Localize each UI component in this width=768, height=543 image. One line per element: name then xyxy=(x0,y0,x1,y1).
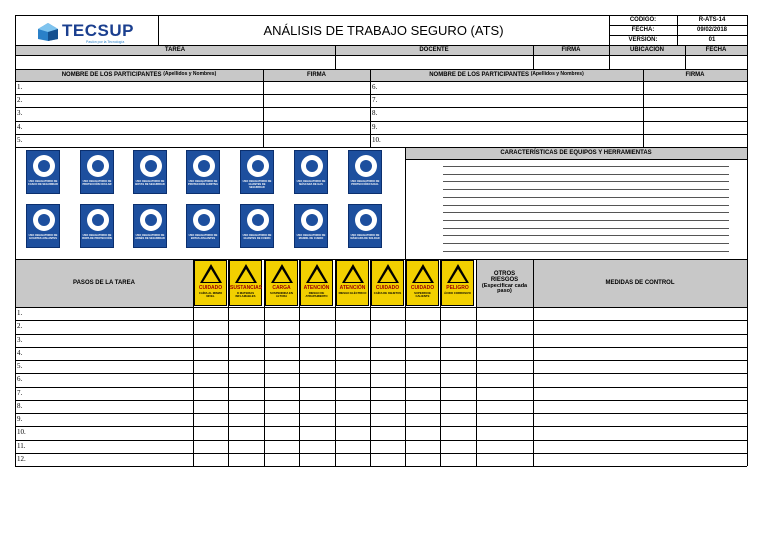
grid-line xyxy=(264,259,265,466)
grid-line xyxy=(677,15,678,45)
participant-number: 2. xyxy=(17,96,23,105)
task-step-number: 8. xyxy=(17,401,23,410)
task-step-number: 5. xyxy=(17,362,23,370)
grid-line xyxy=(15,440,747,441)
participant-number: 9. xyxy=(372,122,378,131)
table-row[interactable] xyxy=(15,426,747,439)
epp-pictogram-icon xyxy=(193,155,215,177)
hazard-warning-sign-icon xyxy=(265,260,298,306)
grid-line xyxy=(15,55,747,56)
grid-line xyxy=(15,15,747,16)
mandatory-epp-sign-icon xyxy=(348,150,382,194)
mandatory-epp-sign-icon xyxy=(133,204,167,248)
grid-line xyxy=(15,347,747,348)
grid-line xyxy=(15,334,747,335)
grid-line xyxy=(15,45,747,46)
grid-line xyxy=(405,159,747,160)
grid-line xyxy=(15,121,747,122)
hazard-subtitle: ÁCIDO CORROSIVO xyxy=(444,291,471,295)
table-row[interactable] xyxy=(15,347,747,360)
epp-pictogram-icon xyxy=(355,209,377,231)
epp-sign-caption: USO OBLIGATORIO DE MÁSCARA DE GAS xyxy=(296,180,326,186)
epp-sign-caption: USO OBLIGATORIO DE PROTECCIÓN OCULAR xyxy=(82,180,112,186)
task-step-number: 3. xyxy=(17,335,23,344)
grid-line xyxy=(299,259,300,466)
epp-sign-caption: USO OBLIGATORIO DE BOTAS AISLANTES xyxy=(188,234,218,240)
grid-line xyxy=(370,69,371,147)
meta-version-value: 01 xyxy=(708,36,716,43)
task-step-number: 7. xyxy=(17,388,23,397)
grid-line xyxy=(440,259,441,466)
epp-sign-caption: USO OBLIGATORIO DE CASCO DE SEGURIDAD xyxy=(28,180,58,186)
hazard-subtitle: SUSPENDIDA EN ALTURA xyxy=(270,291,293,299)
task-step-number: 1. xyxy=(17,309,23,317)
epp-pictogram-icon xyxy=(247,155,269,177)
participant-number: 7. xyxy=(372,96,378,105)
hazard-warning-sign-icon xyxy=(441,260,474,306)
grid-line xyxy=(533,259,534,466)
mandatory-epp-sign-icon xyxy=(186,150,220,194)
grid-line xyxy=(15,413,747,414)
grid-line xyxy=(15,426,747,427)
grid-line xyxy=(643,69,644,147)
grid-line xyxy=(15,400,747,401)
hazard-title: ATENCIÓN xyxy=(303,285,330,291)
grid-line xyxy=(15,107,747,108)
grid-line xyxy=(228,259,229,466)
mandatory-epp-sign-icon xyxy=(240,150,274,194)
participants-left-header: NOMBRE DE LOS PARTICIPANTES (Apellidos y Nombres) xyxy=(15,69,263,81)
hazard-title: CUIDADO xyxy=(410,285,435,291)
equipment-line[interactable] xyxy=(443,228,729,229)
epp-pictogram-icon xyxy=(140,155,162,177)
grid-line xyxy=(609,15,610,69)
otros-riesgos-header: OTROS RIESGOS (Especificar cada paso) xyxy=(476,259,533,307)
epp-sign-caption: USO OBLIGATORIO DE BOTAS DE SEGURIDAD xyxy=(135,180,165,186)
page-title: ANÁLISIS DE TRABAJO SEGURO (ATS) xyxy=(263,22,504,38)
hazard-title: CARGA xyxy=(272,285,291,291)
equipment-line[interactable] xyxy=(443,166,729,167)
equipment-line[interactable] xyxy=(443,181,729,182)
hazard-title: PELIGRO xyxy=(446,285,469,291)
grid-line xyxy=(335,45,336,69)
fecha-field[interactable] xyxy=(685,55,747,69)
table-row[interactable] xyxy=(15,307,747,320)
grid-line xyxy=(405,259,406,466)
grid-line xyxy=(15,307,747,308)
table-row[interactable] xyxy=(15,413,747,426)
hazard-warning-sign-icon xyxy=(336,260,369,306)
participant-number: 4. xyxy=(17,122,23,131)
mandatory-epp-sign-icon xyxy=(80,204,114,248)
table-row[interactable] xyxy=(15,400,747,413)
firma-field[interactable] xyxy=(533,55,609,69)
grid-line xyxy=(476,259,477,466)
mandatory-epp-sign-icon xyxy=(26,204,60,248)
table-row[interactable] xyxy=(15,373,747,386)
meta-code-value: R-ATS-14 xyxy=(698,17,726,24)
meta-date-label: FECHA: xyxy=(631,26,655,33)
participant-number: 8. xyxy=(372,109,378,118)
grid-line xyxy=(533,45,534,69)
grid-line xyxy=(15,259,747,260)
epp-sign-caption: USO OBLIGATORIO DE GUANTES DE SEGURIDAD xyxy=(242,180,272,189)
participant-name-field[interactable] xyxy=(15,134,263,147)
grid-line xyxy=(15,373,747,374)
grid-line xyxy=(263,69,264,147)
equipment-line[interactable] xyxy=(443,251,729,252)
hazard-subtitle: O MATERIAS INFLAMABLES xyxy=(235,291,256,299)
participant-number: 5. xyxy=(17,135,23,144)
participants-left-firma: FIRMA xyxy=(263,69,370,81)
mandatory-epp-sign-icon xyxy=(26,150,60,194)
grid-line xyxy=(15,69,747,70)
equipment-line[interactable] xyxy=(443,212,729,213)
grid-line xyxy=(15,15,16,466)
epp-pictogram-icon xyxy=(33,209,55,231)
equipment-line[interactable] xyxy=(443,189,729,190)
grid-line xyxy=(193,259,194,466)
logo-text: TECSUP xyxy=(62,21,134,40)
grid-line xyxy=(370,259,371,466)
participant-name-field[interactable] xyxy=(15,94,263,107)
participant-name-field[interactable] xyxy=(15,121,263,134)
task-step-number: 9. xyxy=(17,415,23,423)
logo-tagline: Pasión por la Tecnología xyxy=(86,40,125,44)
grid-line xyxy=(15,147,747,148)
grid-line xyxy=(405,147,406,259)
grid-line xyxy=(747,15,748,466)
grid-line xyxy=(15,453,747,454)
participant-number: 6. xyxy=(372,83,378,91)
epp-pictogram-icon xyxy=(33,155,55,177)
hazard-subtitle: CAÍDA DE OBJETOS xyxy=(373,291,402,295)
epp-sign-caption: USO OBLIGATORIO DE GUANTES AISLANTES xyxy=(28,234,58,240)
epp-sign-caption: USO OBLIGATORIO DE MÁSCARA DE SOLDAR xyxy=(350,234,380,240)
participant-name-field[interactable] xyxy=(15,107,263,120)
grid-line xyxy=(158,15,159,45)
equipment-line[interactable] xyxy=(443,235,729,236)
grid-line xyxy=(15,94,747,95)
hazard-warning-sign-icon xyxy=(194,260,227,306)
ubicacion-field[interactable] xyxy=(609,55,685,69)
mandatory-epp-sign-icon xyxy=(133,150,167,194)
table-row[interactable] xyxy=(15,453,747,466)
epp-pictogram-icon xyxy=(301,155,323,177)
grid-line xyxy=(15,81,747,82)
mandatory-epp-sign-icon xyxy=(80,150,114,194)
hazard-warning-sign-icon xyxy=(406,260,439,306)
mandatory-epp-sign-icon xyxy=(294,204,328,248)
hazard-warning-sign-icon xyxy=(371,260,404,306)
grid-line xyxy=(609,35,747,36)
epp-pictogram-icon xyxy=(301,209,323,231)
fecha-header: FECHA xyxy=(685,45,747,55)
logo xyxy=(36,20,146,46)
participant-name-field[interactable] xyxy=(15,81,263,94)
grid-line xyxy=(15,134,747,135)
hazard-title: ATENCIÓN xyxy=(339,285,366,291)
pasos-header: PASOS DE LA TAREA xyxy=(15,259,193,307)
epp-sign-caption: USO OBLIGATORIO DE PROTECCIÓN AUDITIVA xyxy=(188,180,218,186)
equipment-line[interactable] xyxy=(443,197,729,198)
participant-number: 1. xyxy=(17,83,23,91)
table-row[interactable] xyxy=(15,387,747,400)
epp-sign-caption: USO OBLIGATORIO DE PROTECCIÓN FACIAL xyxy=(350,180,380,186)
mandatory-epp-sign-icon xyxy=(348,204,382,248)
table-row[interactable] xyxy=(15,320,747,333)
mandatory-epp-sign-icon xyxy=(240,204,274,248)
equipment-line[interactable] xyxy=(443,174,729,175)
epp-pictogram-icon xyxy=(140,209,162,231)
grid-line xyxy=(685,45,686,69)
grid-line xyxy=(15,466,747,467)
table-row[interactable] xyxy=(15,334,747,347)
task-step-number: 4. xyxy=(17,348,23,357)
meta-version-label: VERSIÓN: xyxy=(628,36,658,43)
mandatory-epp-sign-icon xyxy=(186,204,220,248)
epp-pictogram-icon xyxy=(193,209,215,231)
grid-line xyxy=(15,360,747,361)
equipment-header: CARACTERÍSTICAS DE EQUIPOS Y HERRAMIENTAS xyxy=(405,148,747,159)
task-step-number: 12. xyxy=(17,454,26,463)
hazard-title: CUIDADO xyxy=(198,285,223,291)
docente-header: DOCENTE xyxy=(335,45,533,55)
equipment-line[interactable] xyxy=(443,220,729,221)
task-step-number: 10. xyxy=(17,428,26,437)
medidas-control-header: MEDIDAS DE CONTROL xyxy=(533,259,747,307)
participant-number: 10. xyxy=(372,135,381,144)
participants-right-header: NOMBRE DE LOS PARTICIPANTES (Apellidos y Nombres) xyxy=(370,69,643,81)
firma-header: FIRMA xyxy=(533,45,609,55)
equipment-line[interactable] xyxy=(443,205,729,206)
ubicacion-header: UBICACIÓN xyxy=(609,45,685,55)
hazard-subtitle: RIESGO ELÉCTRICO xyxy=(338,291,367,295)
hazard-title: SUSTANCIAS xyxy=(230,285,263,291)
epp-pictogram-icon xyxy=(355,155,377,177)
tecsup-logo-icon xyxy=(36,22,60,42)
tarea-field[interactable] xyxy=(15,55,335,69)
epp-pictogram-icon xyxy=(87,155,109,177)
epp-pictogram-icon xyxy=(247,209,269,231)
hazard-subtitle: CAÍDA AL MISMO NIVEL xyxy=(198,291,223,299)
equipment-line[interactable] xyxy=(443,243,729,244)
task-step-number: 6. xyxy=(17,375,23,384)
docente-field[interactable] xyxy=(335,55,533,69)
task-step-number: 2. xyxy=(17,322,23,331)
hazard-warning-sign-icon xyxy=(229,260,262,306)
participants-right-firma: FIRMA xyxy=(643,69,747,81)
epp-sign-caption: USO OBLIGATORIO DE ARNÉS DE SEGURIDAD xyxy=(135,234,165,240)
mandatory-epp-sign-icon xyxy=(294,150,328,194)
table-row[interactable] xyxy=(15,360,747,373)
tarea-header: TAREA xyxy=(15,45,335,55)
hazard-title: CUIDADO xyxy=(375,285,400,291)
meta-code-label: CÓDIGO: xyxy=(629,17,657,24)
grid-line xyxy=(335,259,336,466)
table-row[interactable] xyxy=(15,440,747,453)
grid-line xyxy=(15,320,747,321)
task-step-number: 11. xyxy=(17,441,26,450)
hazard-subtitle: SUPERFICIE CALIENTE xyxy=(414,291,431,299)
epp-pictogram-icon xyxy=(87,209,109,231)
epp-sign-caption: USO OBLIGATORIO DE GUANTES DE CUERO xyxy=(242,234,272,240)
hazard-warning-sign-icon xyxy=(300,260,333,306)
meta-date-value: 09/02/2018 xyxy=(696,26,728,33)
participant-number: 3. xyxy=(17,109,23,118)
epp-sign-caption: USO OBLIGATORIO DE ROPA DE PROTECCIÓN xyxy=(82,234,112,240)
grid-line xyxy=(15,387,747,388)
grid-line xyxy=(609,25,747,26)
epp-sign-caption: USO OBLIGATORIO DE MANDIL DE CUERO xyxy=(296,234,326,240)
hazard-subtitle: RIESGO DE ATRAPAMIENTO xyxy=(305,291,328,299)
